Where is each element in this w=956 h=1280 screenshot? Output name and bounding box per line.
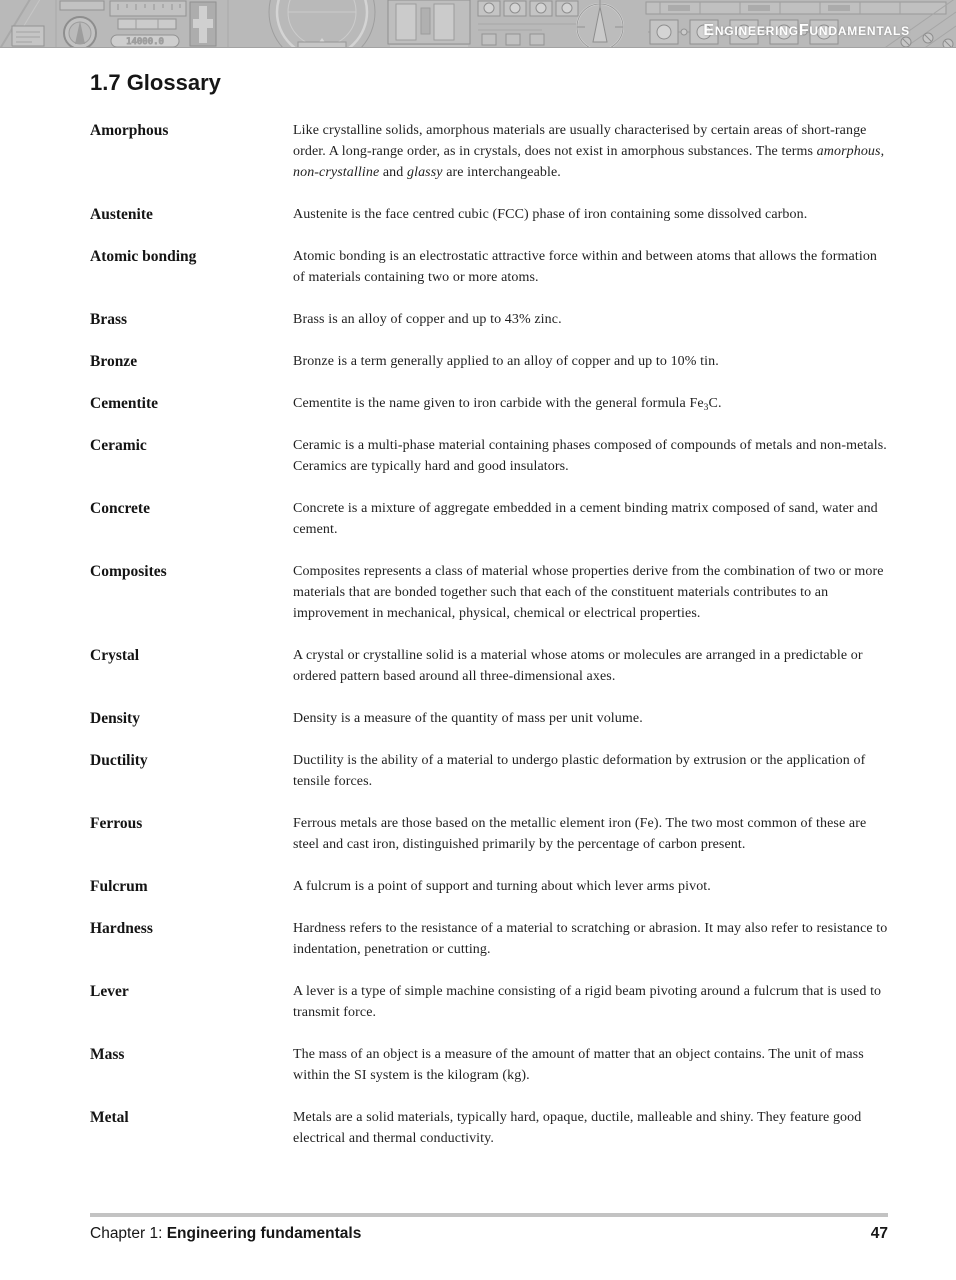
glossary-definition: Density is a measure of the quantity of mass per unit volume. bbox=[293, 711, 643, 726]
glossary-definition: The mass of an object is a measure of the amount of matter that an object contains. The unit of mass within the SI system is the kilogram (kg). bbox=[293, 1047, 864, 1083]
glossary-entry bbox=[90, 435, 888, 477]
footer-chapter bbox=[90, 1224, 361, 1244]
page-content bbox=[90, 48, 888, 1170]
glossary-definition: Ductility is the ability of a material to undergo plastic deformation by extrusion or the application of tensile forces. bbox=[293, 753, 866, 789]
glossary-definition: A fulcrum is a point of support and turning about which lever arms pivot. bbox=[293, 879, 711, 894]
glossary-definition: Ceramic is a multi-phase material containing phases composed of compounds of metals and non-metals. Ceramics are typically hard and good insulators. bbox=[293, 438, 887, 474]
glossary-term: Atomic bonding bbox=[90, 248, 197, 265]
page-footer bbox=[90, 1213, 888, 1244]
footer-chapter-title: Engineering fundamentals bbox=[166, 1225, 362, 1242]
glossary-definition: Like crystalline solids, amorphous materials are usually characterised by certain areas of short-range order. A long-range order, as in crystals, does not exist in amorphous substances. The terms amorphous, non-crystalline and glassy are interchangeable. bbox=[293, 123, 885, 180]
glossary-term: Fulcrum bbox=[90, 878, 148, 895]
glossary-term: Concrete bbox=[90, 500, 150, 517]
glossary-entry bbox=[90, 204, 888, 225]
glossary-entry bbox=[90, 750, 888, 792]
glossary-entry bbox=[90, 813, 888, 855]
glossary-term: Brass bbox=[90, 311, 128, 328]
glossary-definition: Bronze is a term generally applied to an alloy of copper and up to 10% tin. bbox=[293, 354, 719, 369]
glossary-term: Composites bbox=[90, 563, 167, 580]
footer-chapter-prefix: Chapter 1: bbox=[90, 1225, 167, 1242]
glossary-entry bbox=[90, 1107, 888, 1149]
glossary-entry bbox=[90, 561, 888, 624]
header-banner bbox=[0, 0, 956, 48]
header-brand-title: E NGINEERING F UNDAMENTALS bbox=[703, 22, 910, 39]
section-title: 1.7 Glossary bbox=[90, 70, 221, 95]
glossary-entry bbox=[90, 498, 888, 540]
glossary-term: Amorphous bbox=[90, 122, 169, 139]
glossary-entry bbox=[90, 1044, 888, 1086]
glossary-term: Density bbox=[90, 710, 140, 727]
glossary-entry bbox=[90, 120, 888, 183]
altimeter-readout: 14000.0 bbox=[126, 37, 164, 47]
glossary-term: Austenite bbox=[90, 206, 153, 223]
glossary-term: Cementite bbox=[90, 395, 158, 412]
glossary-term: Crystal bbox=[90, 647, 140, 664]
glossary-entry bbox=[90, 708, 888, 729]
glossary-entry bbox=[90, 876, 888, 897]
glossary-definition: A lever is a type of simple machine consisting of a rigid beam pivoting around a fulcrum that is used to transmit force. bbox=[293, 984, 882, 1020]
footer-rule bbox=[90, 1213, 888, 1217]
glossary-definition: Austenite is the face centred cubic (FCC) phase of iron containing some dissolved carbon. bbox=[293, 207, 808, 222]
glossary-term: Lever bbox=[90, 983, 129, 1000]
glossary-term: Mass bbox=[90, 1046, 125, 1063]
glossary-definition: Ferrous metals are those based on the metallic element iron (Fe). The two most common of these are steel and cast iron, distinguished primarily by the percentage of carbon present. bbox=[293, 816, 867, 852]
glossary-term: Ductility bbox=[90, 752, 148, 769]
glossary-definition: A crystal or crystalline solid is a material whose atoms or molecules are arranged in a predictable or ordered pattern based around all three-dimensional axes. bbox=[293, 648, 863, 684]
glossary-list bbox=[90, 120, 888, 1149]
glossary-entry bbox=[90, 246, 888, 288]
glossary-entry bbox=[90, 645, 888, 687]
glossary-entry bbox=[90, 918, 888, 960]
glossary-definition: Brass is an alloy of copper and up to 43% zinc. bbox=[293, 312, 562, 327]
glossary-term: Bronze bbox=[90, 353, 138, 370]
glossary-entry bbox=[90, 351, 888, 372]
glossary-entry bbox=[90, 981, 888, 1023]
glossary-definition: Atomic bonding is an electrostatic attractive force within and between atoms that allows the formation of materials containing two or more atoms. bbox=[293, 249, 878, 285]
glossary-definition: Hardness refers to the resistance of a material to scratching or abrasion. It may also refer to resistance to indentation, penetration or cutting. bbox=[293, 921, 888, 957]
glossary-term: Metal bbox=[90, 1109, 129, 1126]
glossary-definition: Metals are a solid materials, typically hard, opaque, ductile, malleable and shiny. They feature good electrical and thermal conductivity. bbox=[293, 1110, 862, 1146]
glossary-term: Ceramic bbox=[90, 437, 147, 454]
glossary-definition: Cementite is the name given to iron carbide with the general formula $Fe_3C$. bbox=[293, 396, 722, 413]
glossary-term: Ferrous bbox=[90, 815, 143, 832]
glossary-definition: Concrete is a mixture of aggregate embedded in a cement binding matrix composed of sand, water and cement. bbox=[293, 501, 878, 537]
glossary-entry bbox=[90, 393, 888, 414]
glossary-term: Hardness bbox=[90, 920, 153, 937]
glossary-definition: Composites represents a class of material whose properties derive from the combination of two or more materials that are bonded together such that each of the constituent materials contributes to an improvement in mechanical, physical, chemical or electrical properties. bbox=[293, 564, 884, 621]
glossary-entry bbox=[90, 309, 888, 330]
page-number: 47 bbox=[870, 1225, 888, 1242]
